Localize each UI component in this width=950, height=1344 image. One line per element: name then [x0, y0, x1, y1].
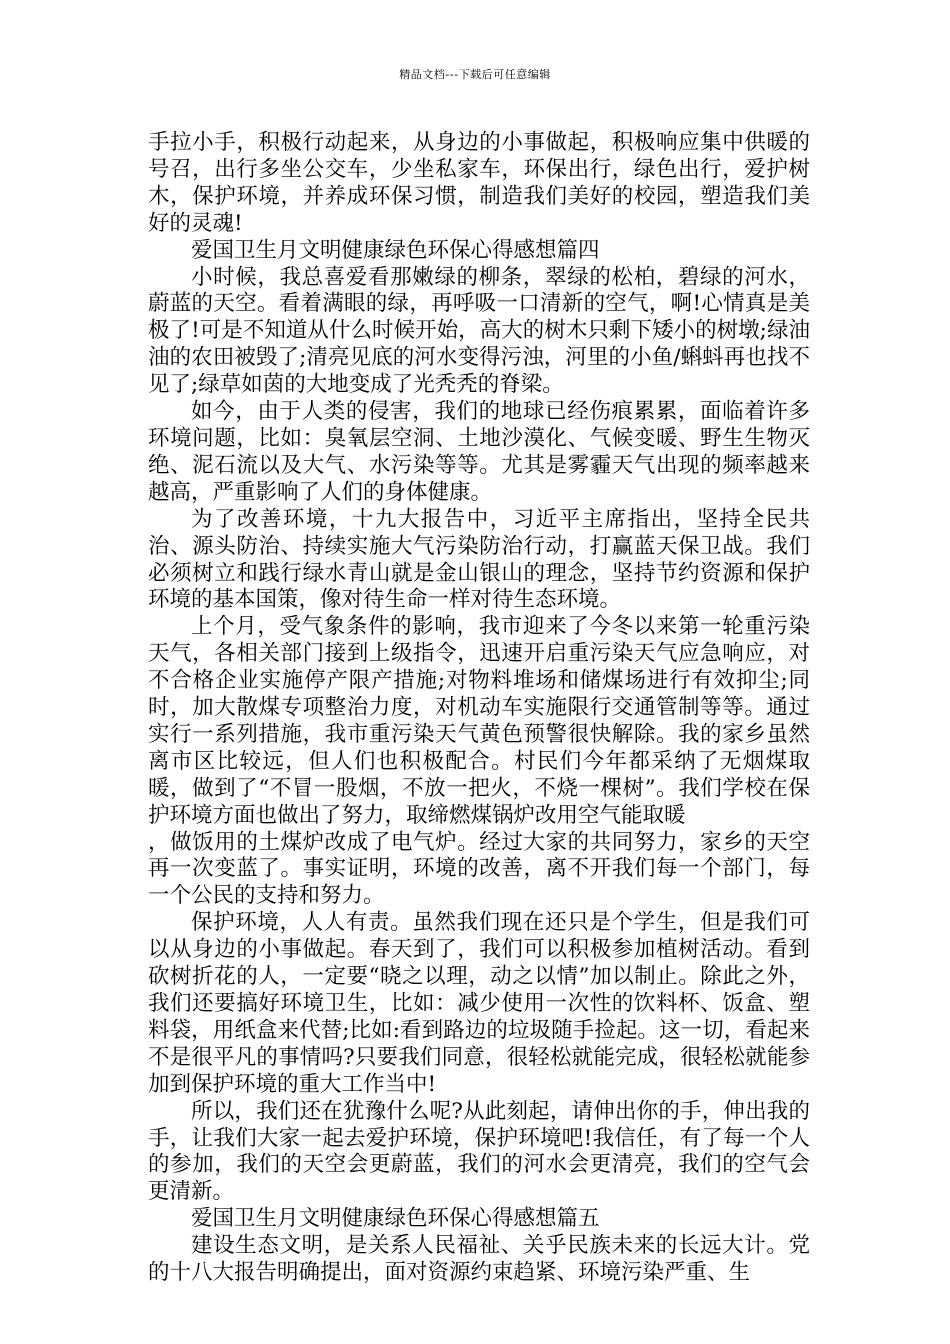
section-heading: 爱国卫生月文明健康绿色环保心得感想篇四	[191, 237, 600, 263]
paragraph: 为了改善环境，十九大报告中，习近平主席指出，坚持全民共治、源头防治、持续实施大气污染防治行动，打赢蓝天保卫战。我们必须树立和践行绿水青山就是金山银山的理念，坚持节约资源和保护环境的基本国策，像对待生命一样对待生态环境。	[148, 506, 810, 613]
paragraph: ，做饭用的土煤炉改成了电气炉。经过大家的共同努力，家乡的天空再一次变蓝了。事实证明，环境的改善，离不开我们每一个部门，每一个公民的支持和努力。	[148, 829, 810, 909]
page-header: 精品文档---下载后可任意编辑	[399, 68, 551, 81]
paragraph: 如今，由于人类的侵害，我们的地球已经伤痕累累，面临着许多环境问题，比如：臭氧层空洞、土地沙漠化、气候变暖、野生生物灭绝、泥石流以及大气、水污染等等。尤其是雾霾天气出现的频率越来越高，严重影响了人们的身体健康。	[148, 399, 810, 505]
section-heading: 爱国卫生月文明健康绿色环保心得感想篇五	[191, 1206, 600, 1232]
paragraph: 建设生态文明，是关系人民福祉、关乎民族未来的长远大计。党的十八大报告明确提出，面对资源约束趋紧、环境污染严重、生	[148, 1233, 810, 1286]
paragraph: 小时候，我总喜爱看那嫩绿的柳条，翠绿的松柏，碧绿的河水，蔚蓝的天空。看着满眼的绿，再呼吸一口清新的空气，啊!心情真是美极了!可是不知道从什么时候开始，高大的树木只剩下矮小的树墩;绿油油的农田被毁了;清亮见底的河水变得污浊，河里的小鱼/蝌蚪再也找不见了;绿草如茵的大地变成了光秃秃的脊梁。	[148, 264, 810, 398]
paragraph: 所以，我们还在犹豫什么呢?从此刻起，请伸出你的手，伸出我的手，让我们大家一起去爱护环境，保护环境吧!我信任，有了每一个人的参加，我们的天空会更蔚蓝，我们的河水会更清亮，我们的空气会更清新。	[148, 1098, 810, 1205]
paragraph: 手拉小手，积极行动起来，从身边的小事做起，积极响应集中供暖的号召，出行多坐公交车，少坐私家车，环保出行，绿色出行，爱护树木，保护环境，并养成环保习惯，制造我们美好的校园，塑造我们美好的灵魂!	[148, 130, 810, 236]
paragraph: 上个月，受气象条件的影响，我市迎来了今冬以来第一轮重污染天气，各相关部门接到上级指令，迅速开启重污染天气应急响应，对不合格企业实施停产限产措施;对物料堆场和储煤场进行有效抑尘;同时，加大散煤专项整治力度，对机动车实施限行交通管制等等。通过实行一系列措施，我市重污染天气黄色预警很快解除。我的家乡虽然离市区比较远，但人们也积极配合。村民们今年都采纳了无烟煤取暖，做到了“不冒一股烟，不放一把火，不烧一棵树”。我们学校在保护环境方面也做出了努力，取缔燃煤锅炉改用空气能取暖	[148, 614, 810, 828]
paragraph: 保护环境，人人有责。虽然我们现在还只是个学生，但是我们可以从身边的小事做起。春天到了，我们可以积极参加植树活动。看到砍树折花的人，一定要“晓之以理，动之以情”加以制止。除此之外，我们还要搞好环境卫生，比如：减少使用一次性的饮料杯、饭盒、塑料袋，用纸盒来代替;比如:看到路边的垃圾随手捡起。这一切，看起来不是很平凡的事情吗?只要我们同意，很轻松就能完成，很轻松就能参加到保护环境的重大工作当中!	[148, 910, 810, 1097]
document-body	[148, 130, 810, 1287]
